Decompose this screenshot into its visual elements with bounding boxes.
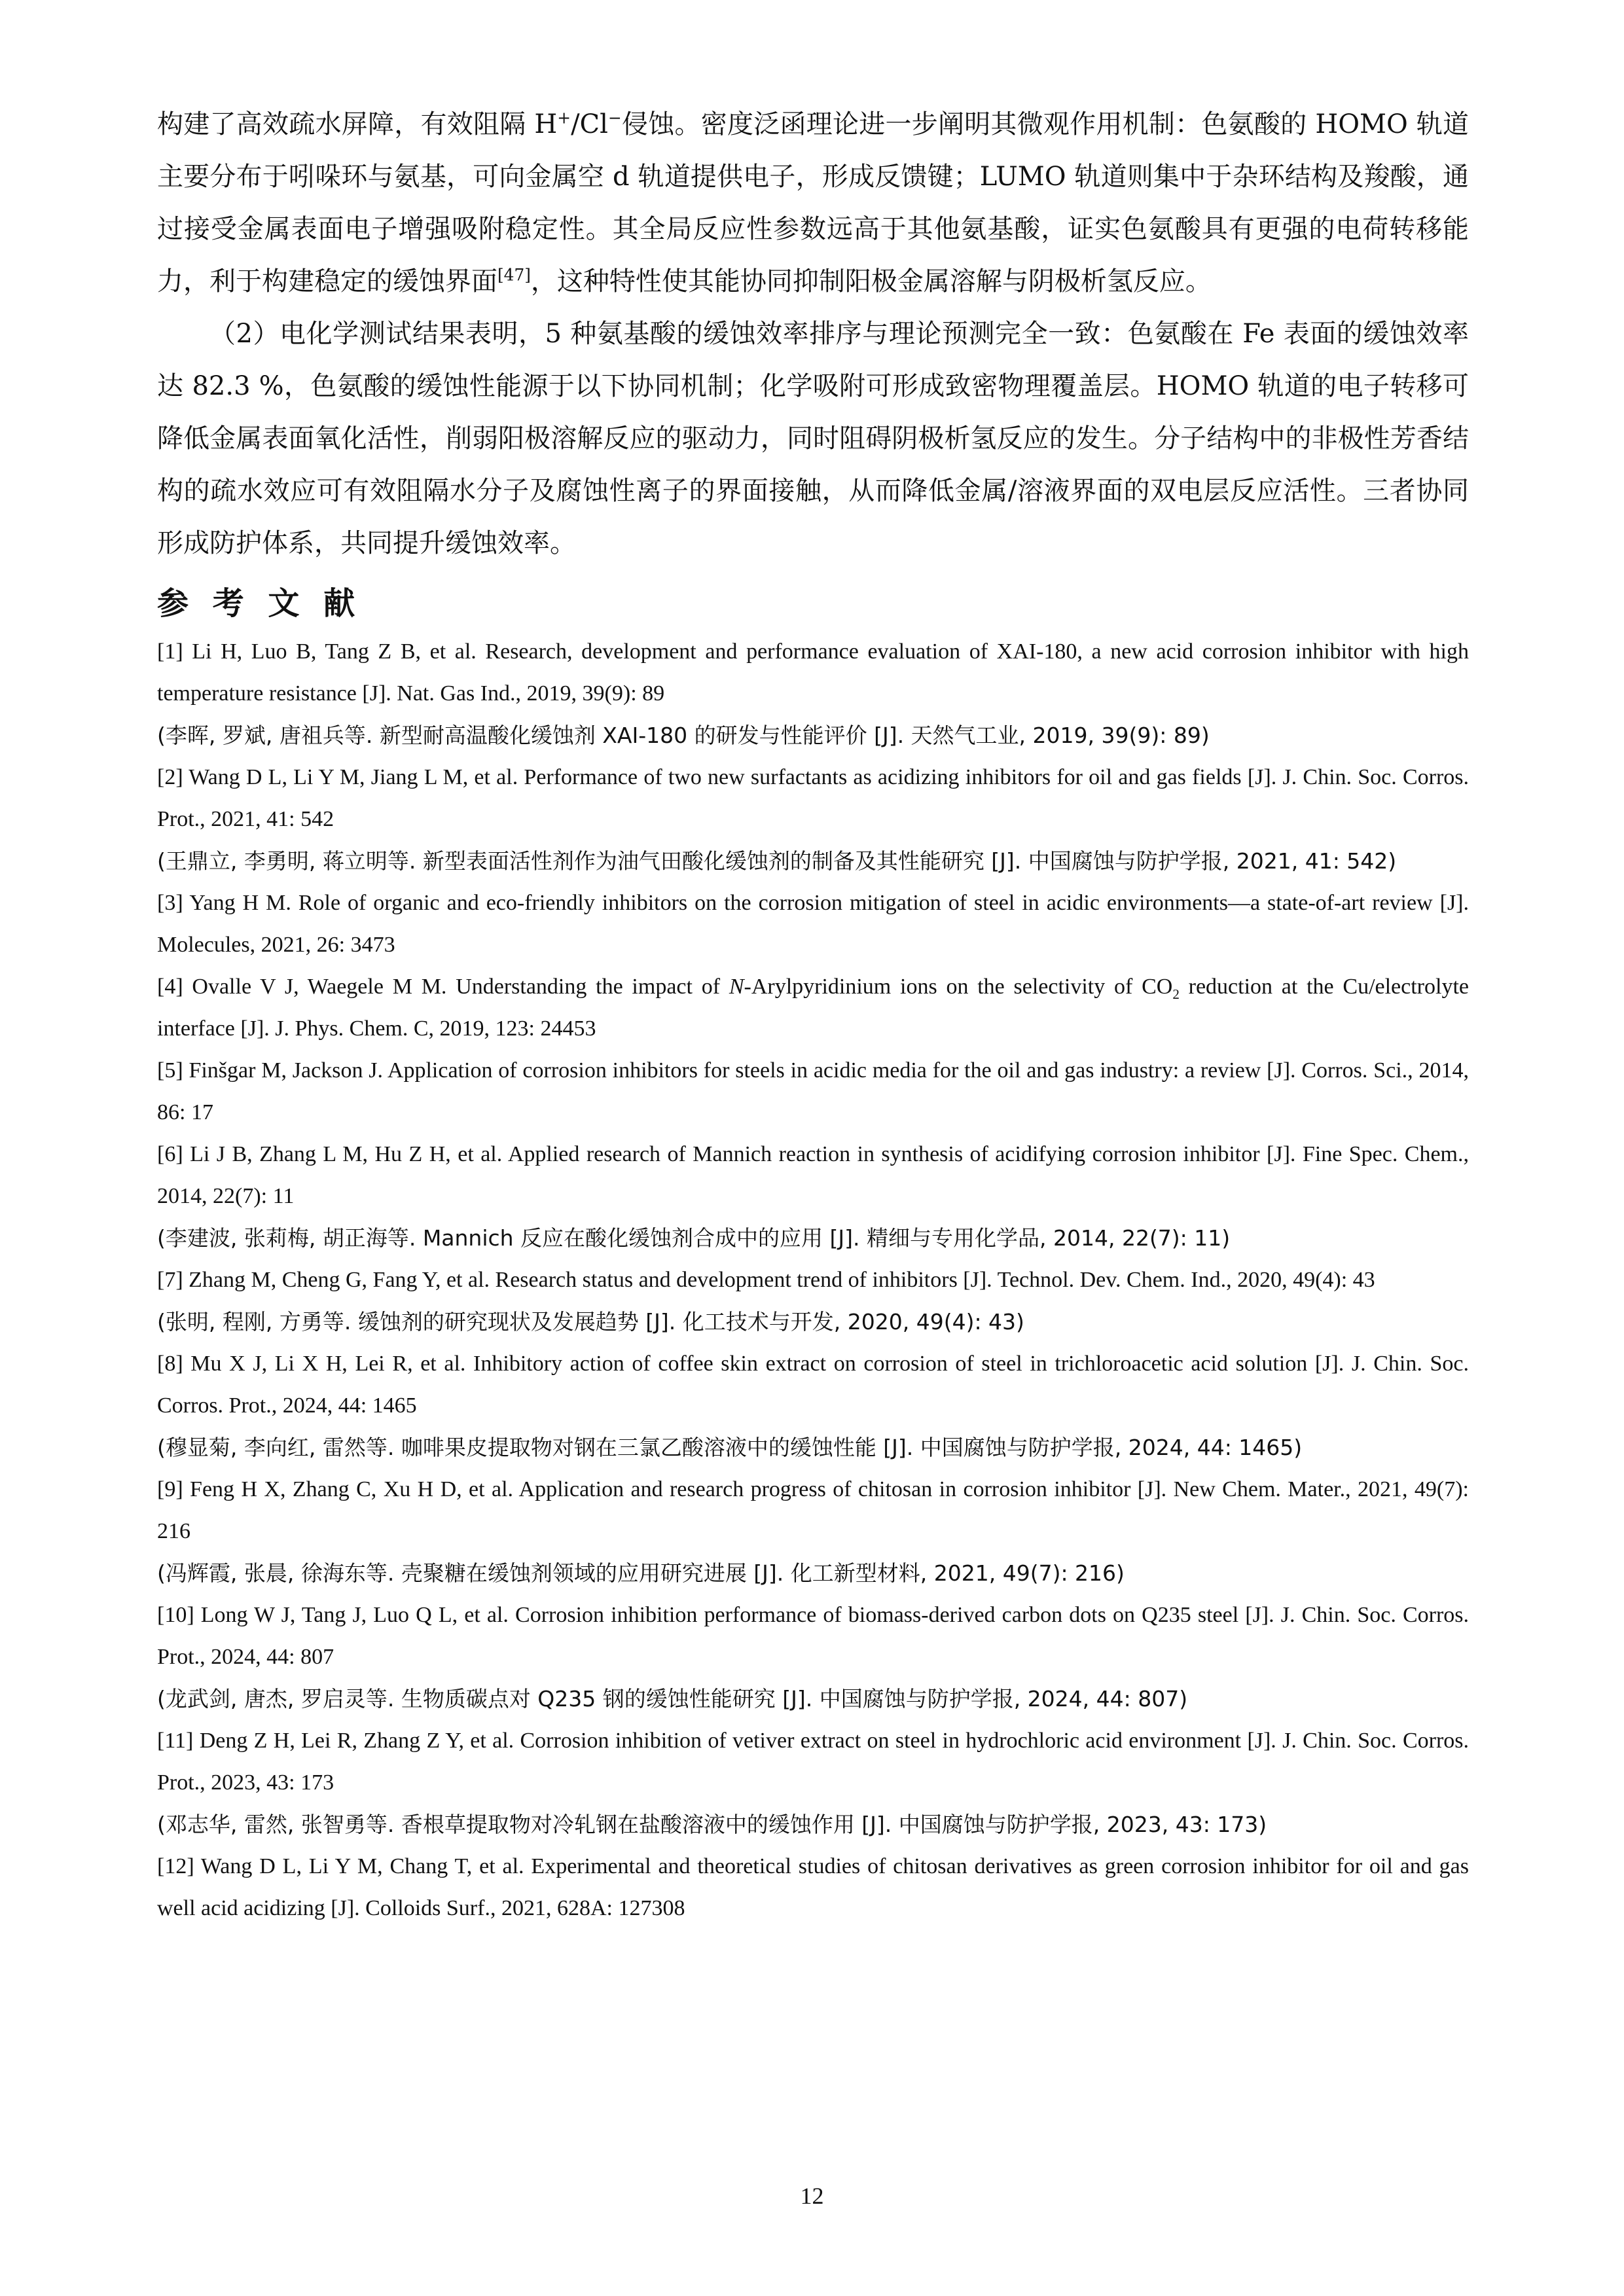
body-paragraph-2: （2）电化学测试结果表明，5 种氨基酸的缓蚀效率排序与理论预测完全一致：色氨酸在 Fe 表面的缓蚀效率达 82.3 %，色氨酸的缓蚀性能源于以下协同机制；化学吸附可形成致密物理覆盖层。HOMO 轨道的电子转移可降低金属表面氧化活性，削弱阳极溶解反应的驱动力，同时阻碍阴极析氢反应的发生。分子结构中的非极性芳香结构的疏水效应可有效阻隔水分子及腐蚀性离子的界面接触，从而降低金属/溶液界面的双电层反应活性。三者协同形成防护体系，共同提升缓蚀效率。: [157, 319, 1469, 558]
reference-item-9: [9] Feng H X, Zhang C, Xu H D, et al. Application and research progress of chitosan in corrosion inhibitor [J]. New Chem. Mater., 2021, 49(7): 216: [157, 1477, 1469, 1543]
reference-item-7-translation: (张明, 程刚, 方勇等. 缓蚀剂的研究现状及发展趋势 [J]. 化工技术与开发, 2020, 49(4): 43): [157, 1309, 1024, 1335]
reference-item-9-translation: (冯辉霞, 张晨, 徐海东等. 壳聚糖在缓蚀剂领域的应用研究进展 [J]. 化工新型材料, 2021, 49(7): 216): [157, 1560, 1125, 1586]
superscript: +: [557, 108, 571, 128]
reference-text: reduction at the Cu/electrolyte interface [J]. J. Phys. Chem. C, 2019, 123: 24453: [157, 975, 1469, 1041]
reference-item-6-translation: (李建波, 张莉梅, 胡正海等. Mannich 反应在酸化缓蚀剂合成中的应用 [J]. 精细与专用化学品, 2014, 22(7): 11): [157, 1225, 1231, 1251]
reference-item-6: [6] Li J B, Zhang L M, Hu Z H, et al. Applied research of Mannich reaction in synthesis of acidifying corrosion inhibitor [J]. Fine Spec. Chem., 2014, 22(7): 11: [157, 1142, 1469, 1208]
reference-item-3: [3] Yang H M. Role of organic and eco-friendly inhibitors on the corrosion mitigation of steel in acidic environments—a state-of-art review [J]. Molecules, 2021, 26: 3473: [157, 891, 1469, 957]
body-paragraph-1: [157, 98, 1469, 308]
citation-superscript: [47]: [497, 265, 531, 285]
reference-item-10: [10] Long W J, Tang J, Luo Q L, et al. Corrosion inhibition performance of biomass-derived carbon dots on Q235 steel [J]. J. Chin. Soc. Corros. Prot., 2024, 44: 807: [157, 1603, 1469, 1669]
reference-item-2-translation: (王鼎立, 李勇明, 蒋立明等. 新型表面活性剂作为油气田酸化缓蚀剂的制备及其性能研究 [J]. 中国腐蚀与防护学报, 2021, 41: 542): [157, 848, 1397, 874]
reference-item-1: [1] Li H, Luo B, Tang Z B, et al. Research, development and performance evaluation of XAI-180, a new acid corrosion inhibitor with high temperature resistance [J]. Nat. Gas Ind., 2019, 39(9): 89: [157, 639, 1469, 706]
paragraph-text: 构建了高效疏水屏障，有效阻隔 H: [157, 109, 558, 139]
reference-item-11: [11] Deng Z H, Lei R, Zhang Z Y, et al. Corrosion inhibition of vetiver extract on steel in hydrochloric acid environment [J]. J. Chin. Soc. Corros. Prot., 2023, 43: 173: [157, 1729, 1469, 1795]
reference-item-7: [7] Zhang M, Cheng G, Fang Y, et al. Research status and development trend of inhibitors [J]. Technol. Dev. Chem. Ind., 2020, 49(4): 43: [157, 1268, 1375, 1292]
reference-item-8-translation: (穆显菊, 李向红, 雷然等. 咖啡果皮提取物对钢在三氯乙酸溶液中的缓蚀性能 [J]. 中国腐蚀与防护学报, 2024, 44: 1465): [157, 1435, 1303, 1460]
reference-text: [4] Ovalle V J, Waegele M M. Understanding the impact of: [157, 975, 729, 999]
document-page: [157, 98, 1469, 2219]
reference-item-4: [157, 966, 1469, 1050]
reference-item-12: [12] Wang D L, Li Y M, Chang T, et al. Experimental and theoretical studies of chitosan derivatives as green corrosion inhibitor for oil and gas well acid acidizing [J]. Colloids Surf., 2021, 628A: 127308: [157, 1854, 1469, 1920]
references-list: [157, 631, 1469, 1929]
italic-text: N: [729, 975, 744, 999]
reference-item-2: [2] Wang D L, Li Y M, Jiang L M, et al. Performance of two new surfactants as acidizing inhibitors for oil and gas fields [J]. J. Chin. Soc. Corros. Prot., 2021, 41: 542: [157, 765, 1469, 831]
paragraph-text: 侵蚀。密度泛函理论进一步阐明其微观作用机制：色氨酸的 HOMO 轨道主要分布于吲哚环与氨基，可向金属空 d 轨道提供电子，形成反馈键；LUMO 轨道则集中于杂环结构及羧酸，通过接受金属表面电子增强吸附稳定性。其全局反应性参数远高于其他氨基酸，证实色氨酸具有更强的电荷转移能力，利于构建稳定的缓蚀界面: [157, 109, 1469, 296]
paragraph-text: ，这种特性使其能协同抑制阳极金属溶解与阴极析氢反应。: [530, 266, 1212, 296]
subscript: 2: [1172, 986, 1180, 1002]
page-number: 12: [800, 2183, 824, 2209]
reference-item-10-translation: (龙武剑, 唐杰, 罗启灵等. 生物质碳点对 Q235 钢的缓蚀性能研究 [J]. 中国腐蚀与防护学报, 2024, 44: 807): [157, 1686, 1188, 1712]
reference-item-5: [5] Finšgar M, Jackson J. Application of corrosion inhibitors for steels in acidic media for the oil and gas industry: a review [J]. Corros. Sci., 2014, 86: 17: [157, 1058, 1469, 1124]
superscript: −: [607, 108, 622, 128]
paragraph-text: /Cl: [571, 109, 608, 139]
reference-item-11-translation: (邓志华, 雷然, 张智勇等. 香根草提取物对冷轧钢在盐酸溶液中的缓蚀作用 [J]. 中国腐蚀与防护学报, 2023, 43: 173): [157, 1812, 1267, 1837]
reference-item-8: [8] Mu X J, Li X H, Lei R, et al. Inhibitory action of coffee skin extract on corrosion of steel in trichloroacetic acid solution [J]. J. Chin. Soc. Corros. Prot., 2024, 44: 1465: [157, 1352, 1469, 1418]
references-heading: 参 考 文 献: [157, 585, 362, 622]
reference-item-1-translation: (李晖, 罗斌, 唐祖兵等. 新型耐高温酸化缓蚀剂 XAI-180 的研发与性能评价 [J]. 天然气工业, 2019, 39(9): 89): [157, 723, 1210, 748]
reference-text: -Arylpyridinium ions on the selectivity of CO: [744, 975, 1173, 999]
